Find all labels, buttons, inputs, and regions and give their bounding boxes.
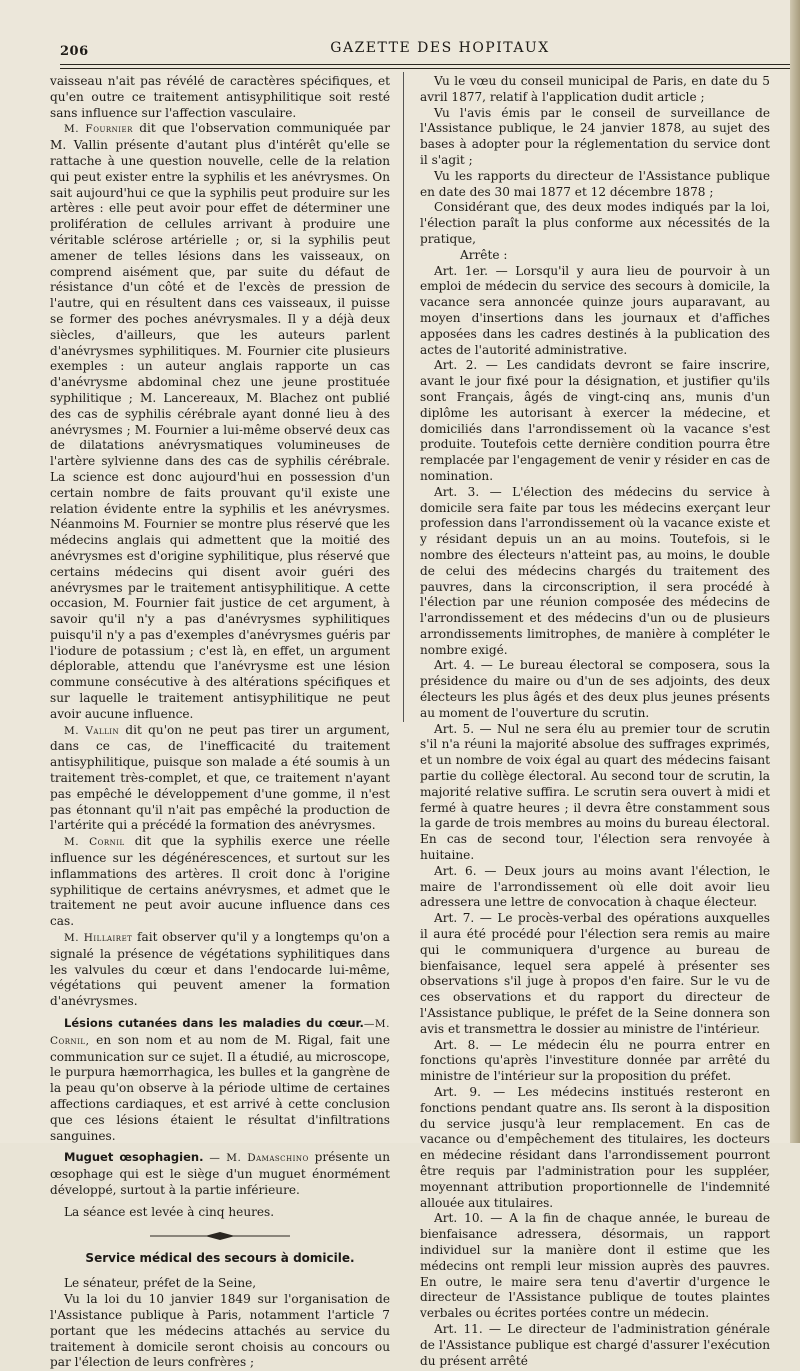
- article: Art. 8. — Le médecin élu ne pourra entrer en fonctions qu'après l'investiture donnée par arrêté du ministre de l'intérieur sur la proposition du préfet.: [420, 1037, 770, 1084]
- paragraph-text: dit qu'on ne peut pas tirer un argument, dans ce cas, de l'inefficacité du traitement antisyphilitique, puisque son malade a été soumis à un traitement très-complet, et que, ce traitement n'ayant pas empêché le développement d'une gomme, il n'est pas étonnant qu'il n'ait pas empêché la production de l'artérite qui a précédé la formation des anévrysmes.: [50, 722, 390, 833]
- paragraph: Vu l'avis émis par le conseil de surveillance de l'Assistance publique, le 24 janvier 1878, au sujet des bases à adopter pour la réglementation du service dont il s'agit ;: [420, 105, 770, 167]
- header-rule: [60, 64, 790, 69]
- paragraph-text: en son nom et au nom de M. Rigal, fait une communication sur ce sujet. Il a étudié, au microscope, le purpura hæmorrhagica, les bulles et la gangrène de la peau qu'on observe à la période ultime de certaines affections cardiaques, et est arrivé à cette conclusion que ces lésions étaient le résultat d'infiltrations sanguines.: [50, 1032, 390, 1143]
- paragraph-text: dit que l'observation communiquée par M. Vallin présente d'autant plus d'intérêt qu'elle se rattache à une question nouvelle, celle de la relation qui peut exister entre la syphilis et les anévrysmes. On sait aujourd'hui ce que la syphilis peut produire sur les artères : elle peut avoir pour effet de déterminer une prolifération de cellules arrivant à produire une véritable sclérose artérielle ; or, si la syphilis peut amener de telles lésions dans les vaisseaux, on comprend aisément que, par suite du défaut de résistance d'un côté et de l'excès de pression de l'autre, qui en résultent dans ces vaisseaux, il puisse se former des poches anévrysmales. Il y a déjà deux siècles, d'ailleurs, que les auteurs parlent d'anévrysmes syphilitiques. M. Fournier cite plusieurs exemples : un auteur anglais rapporte un cas d'anévrysme abdominal chez une jeune prostituée syphilitique ; M. Lancereaux, M. Blachez ont publié des cas de syphilis cérébrale ayant donné lieu à des anévrysmes ; M. Fournier a lui-même observé deux cas de dilatations anévrysmatiques volumineuses de l'artère sylvienne dans des cas de syphilis cérébrale. La science est donc aujourd'hui en possession d'un certain nombre de faits prouvant qu'il existe une relation évidente entre la syphilis et les anévrysmes. Néanmoins M. Fournier se montre plus réservé que les médecins anglais qui admettent que la moitié des anévrysmes est d'origine syphilitique, plus réservé que certains médecins qui disent avoir guéri des anévrysmes par le traitement antisyphilitique. A cette occasion, M. Fournier fait justice de cet argument, à savoir qu'il n'y a pas d'anévrysmes syphilitiques puisqu'il n'y a pas d'exemples d'anévrysmes guéris par l'iodure de potassium ; c'est là, en effet, un argument déplorable, attendu que l'anévrysme est une lésion commune consécutive à des altérations spécifiques et sur laquelle le traitement antisyphilitique ne peut avoir aucune influence.: [50, 121, 390, 721]
- article: Art. 7. — Le procès-verbal des opérations auxquelles il aura été procédé pour l'élection sera remis au maire qui le communiquera d'urgence au bureau de bienfaisance, lequel sera appelé à présenter ses observations s'il juge à propos d'en faire. Sur le vu de ces observations et du rapport du directeur de l'Assistance publique, le préfet de la Seine donnera son avis et transmettra le dossier au ministre de l'intérieur.: [420, 911, 770, 1036]
- paragraph-text: présente un œsophage qui est le siège d'un muguet énormément développé, surtout à la partie inférieure.: [50, 1150, 390, 1197]
- article: Art. 5. — Nul ne sera élu au premier tour de scrutin s'il n'a réuni la majorité absolue des suffrages exprimés, et un nombre de voix égal au quart des médecins faisant partie du collège électoral. Au second tour de scrutin, la majorité relative suffira. Le scrutin sera ouvert à midi et fermé à quatre heures ; il devra être constamment sous la garde de trois membres au moins du bureau électoral. En cas de second tour, l'élection sera renvoyée à huitaine.: [420, 721, 770, 863]
- section-title: Service médical des secours à domicile.: [85, 1250, 355, 1265]
- page-number: 206: [60, 44, 89, 59]
- speaker-name: M. Hillairet: [64, 932, 133, 945]
- paragraph: Considérant que, des deux modes indiqués par la loi, l'élection paraît la plus conforme aux nécessités de la pratique,: [420, 200, 770, 246]
- article: Art. 6. — Deux jours au moins avant l'élection, le maire de l'arrondissement où elle doit avoir lieu adressera une lettre de convocation à chaque électeur.: [420, 863, 770, 910]
- paragraph-text: dit que la syphilis exerce une réelle influence sur les dégénérescences, et surtout sur les inflammations des artères. Il croit donc à l'origine syphilitique de certains anévrysmes, et admet que le traitement ne peut avoir aucune influence dans ces cas.: [50, 834, 390, 929]
- article: Art. 2. — Les candidats devront se faire inscrire, avant le jour fixé pour la désignation, et justifier qu'ils sont Français, âgés de vingt-cinq ans, munis d'un diplôme les autorisant à exercer la médecine, et domiciliés dans l'arrondissement où la vacance s'est produite. Toutefois cette dernière condition pourra être remplacée par l'engagement de venir y résider en cas de nomination.: [420, 358, 770, 483]
- paragraph: [50, 121, 390, 722]
- paragraph: Vu les rapports du directeur de l'Assistance publique en date des 30 mai 1877 et 12 décembre 1878 ;: [420, 168, 770, 199]
- paragraph: [50, 930, 390, 1010]
- right-column: [420, 74, 770, 1369]
- publication-title: GAZETTE DES HOPITAUX: [330, 40, 550, 56]
- paragraph-text: fait observer qu'il y a longtemps qu'on a signalé la présence de végétations syphilitiques dans les valvules du cœur et dans l'endocarde lui-même, végétations qui peuvent amener la formation d'anévrysmes.: [50, 930, 390, 1009]
- section-heading: Muguet œsophagien.: [64, 1150, 204, 1165]
- article: Art. 3. — L'élection des médecins du service à domicile sera faite par tous les médecins exerçant leur profession dans l'arrondissement où la vacance existe et y résidant depuis un an au moins. Toutefois, si le nombre des électeurs n'atteint pas, au moins, le double de celui des médecins chargés du traitement des pauvres, dans la circonscription, il sera procédé à l'élection par une réunion composée des médecins de l'arrondissement et des médecins d'un ou de plusieurs arrondissements limitrophes, de manière à compléter le nombre exigé.: [420, 484, 770, 657]
- left-column: [50, 74, 390, 1371]
- paragraph: [50, 1016, 390, 1144]
- column-divider: [403, 72, 404, 722]
- closing-line: La séance est levée à cinq heures.: [64, 1204, 275, 1219]
- paragraph: Arrête :: [460, 247, 508, 262]
- article: Art. 4. — Le bureau électoral se composera, sous la présidence du maire ou d'un de ses adjoints, des deux électeurs les plus âgés et des deux plus jeunes présents au moment de l'ouverture du scrutin.: [420, 658, 770, 720]
- speaker-name: M. Fournier: [64, 123, 133, 136]
- paragraph: Le sénateur, préfet de la Seine,: [64, 1276, 257, 1291]
- paragraph: Vu la loi du 10 janvier 1849 sur l'organisation de l'Assistance publique à Paris, notamment l'article 7 portant que les médecins attachés au service du traitement à domicile seront choisis au concours ou par l'élection de leurs confrères ;: [50, 1292, 390, 1370]
- paragraph: vaisseau n'ait pas révélé de caractères spécifiques, et qu'en outre ce traitement antisyphilitique soit resté sans influence sur l'affection vasculaire.: [50, 74, 390, 120]
- page-header: [60, 40, 790, 64]
- speaker-name: M. Cornil: [64, 836, 125, 849]
- speaker-name: — M. Damaschino: [203, 1152, 309, 1165]
- page-edge: [790, 0, 800, 1143]
- article: Art. 11. — Le directeur de l'administration générale de l'Assistance publique est chargé d'assurer l'exécution du présent arrêté: [420, 1321, 770, 1368]
- paragraph: [50, 723, 390, 835]
- speaker-name: M. Vallin: [64, 724, 120, 737]
- article: Art. 1er. — Lorsqu'il y aura lieu de pourvoir à un emploi de médecin du service des secours à domicile, la vacance sera annoncée quinze jours auparavant, au moyen d'insertions dans les journaux et d'affiches apposées dans les cadres destinés à la publication des actes de l'autorité administrative.: [420, 263, 770, 357]
- section-heading: Lésions cutanées dans les maladies du cœur.: [64, 1016, 364, 1031]
- article: Art. 9. — Les médecins institués resteront en fonctions pendant quatre ans. Ils seront à la disposition du service jusqu'à leur remplacement. En cas de vacance ou d'empêchement des titulaires, les docteurs en médecine résidant dans l'arrondissement pourront être requis par l'administration pour les suppléer, moyennant attribution proportionnelle de l'indemnité allouée aux titulaires.: [420, 1085, 770, 1210]
- ornament-divider: [145, 1229, 295, 1243]
- article: Art. 10. — A la fin de chaque année, le bureau de bienfaisance adressera, désormais, un rapport individuel sur la manière dont il estime que les médecins ont rempli leur mission auprès des pauvres. En outre, le maire sera tenu d'avertir d'urgence le directeur de l'Assistance publique de toutes plaintes verbales ou écrites portées contre un médecin.: [420, 1211, 770, 1321]
- paragraph: [50, 1150, 390, 1198]
- paragraph: [50, 834, 390, 930]
- speaker-name: —M. Cornil,: [50, 1018, 390, 1047]
- paragraph: Vu le vœu du conseil municipal de Paris, en date du 5 avril 1877, relatif à l'application dudit article ;: [420, 74, 770, 104]
